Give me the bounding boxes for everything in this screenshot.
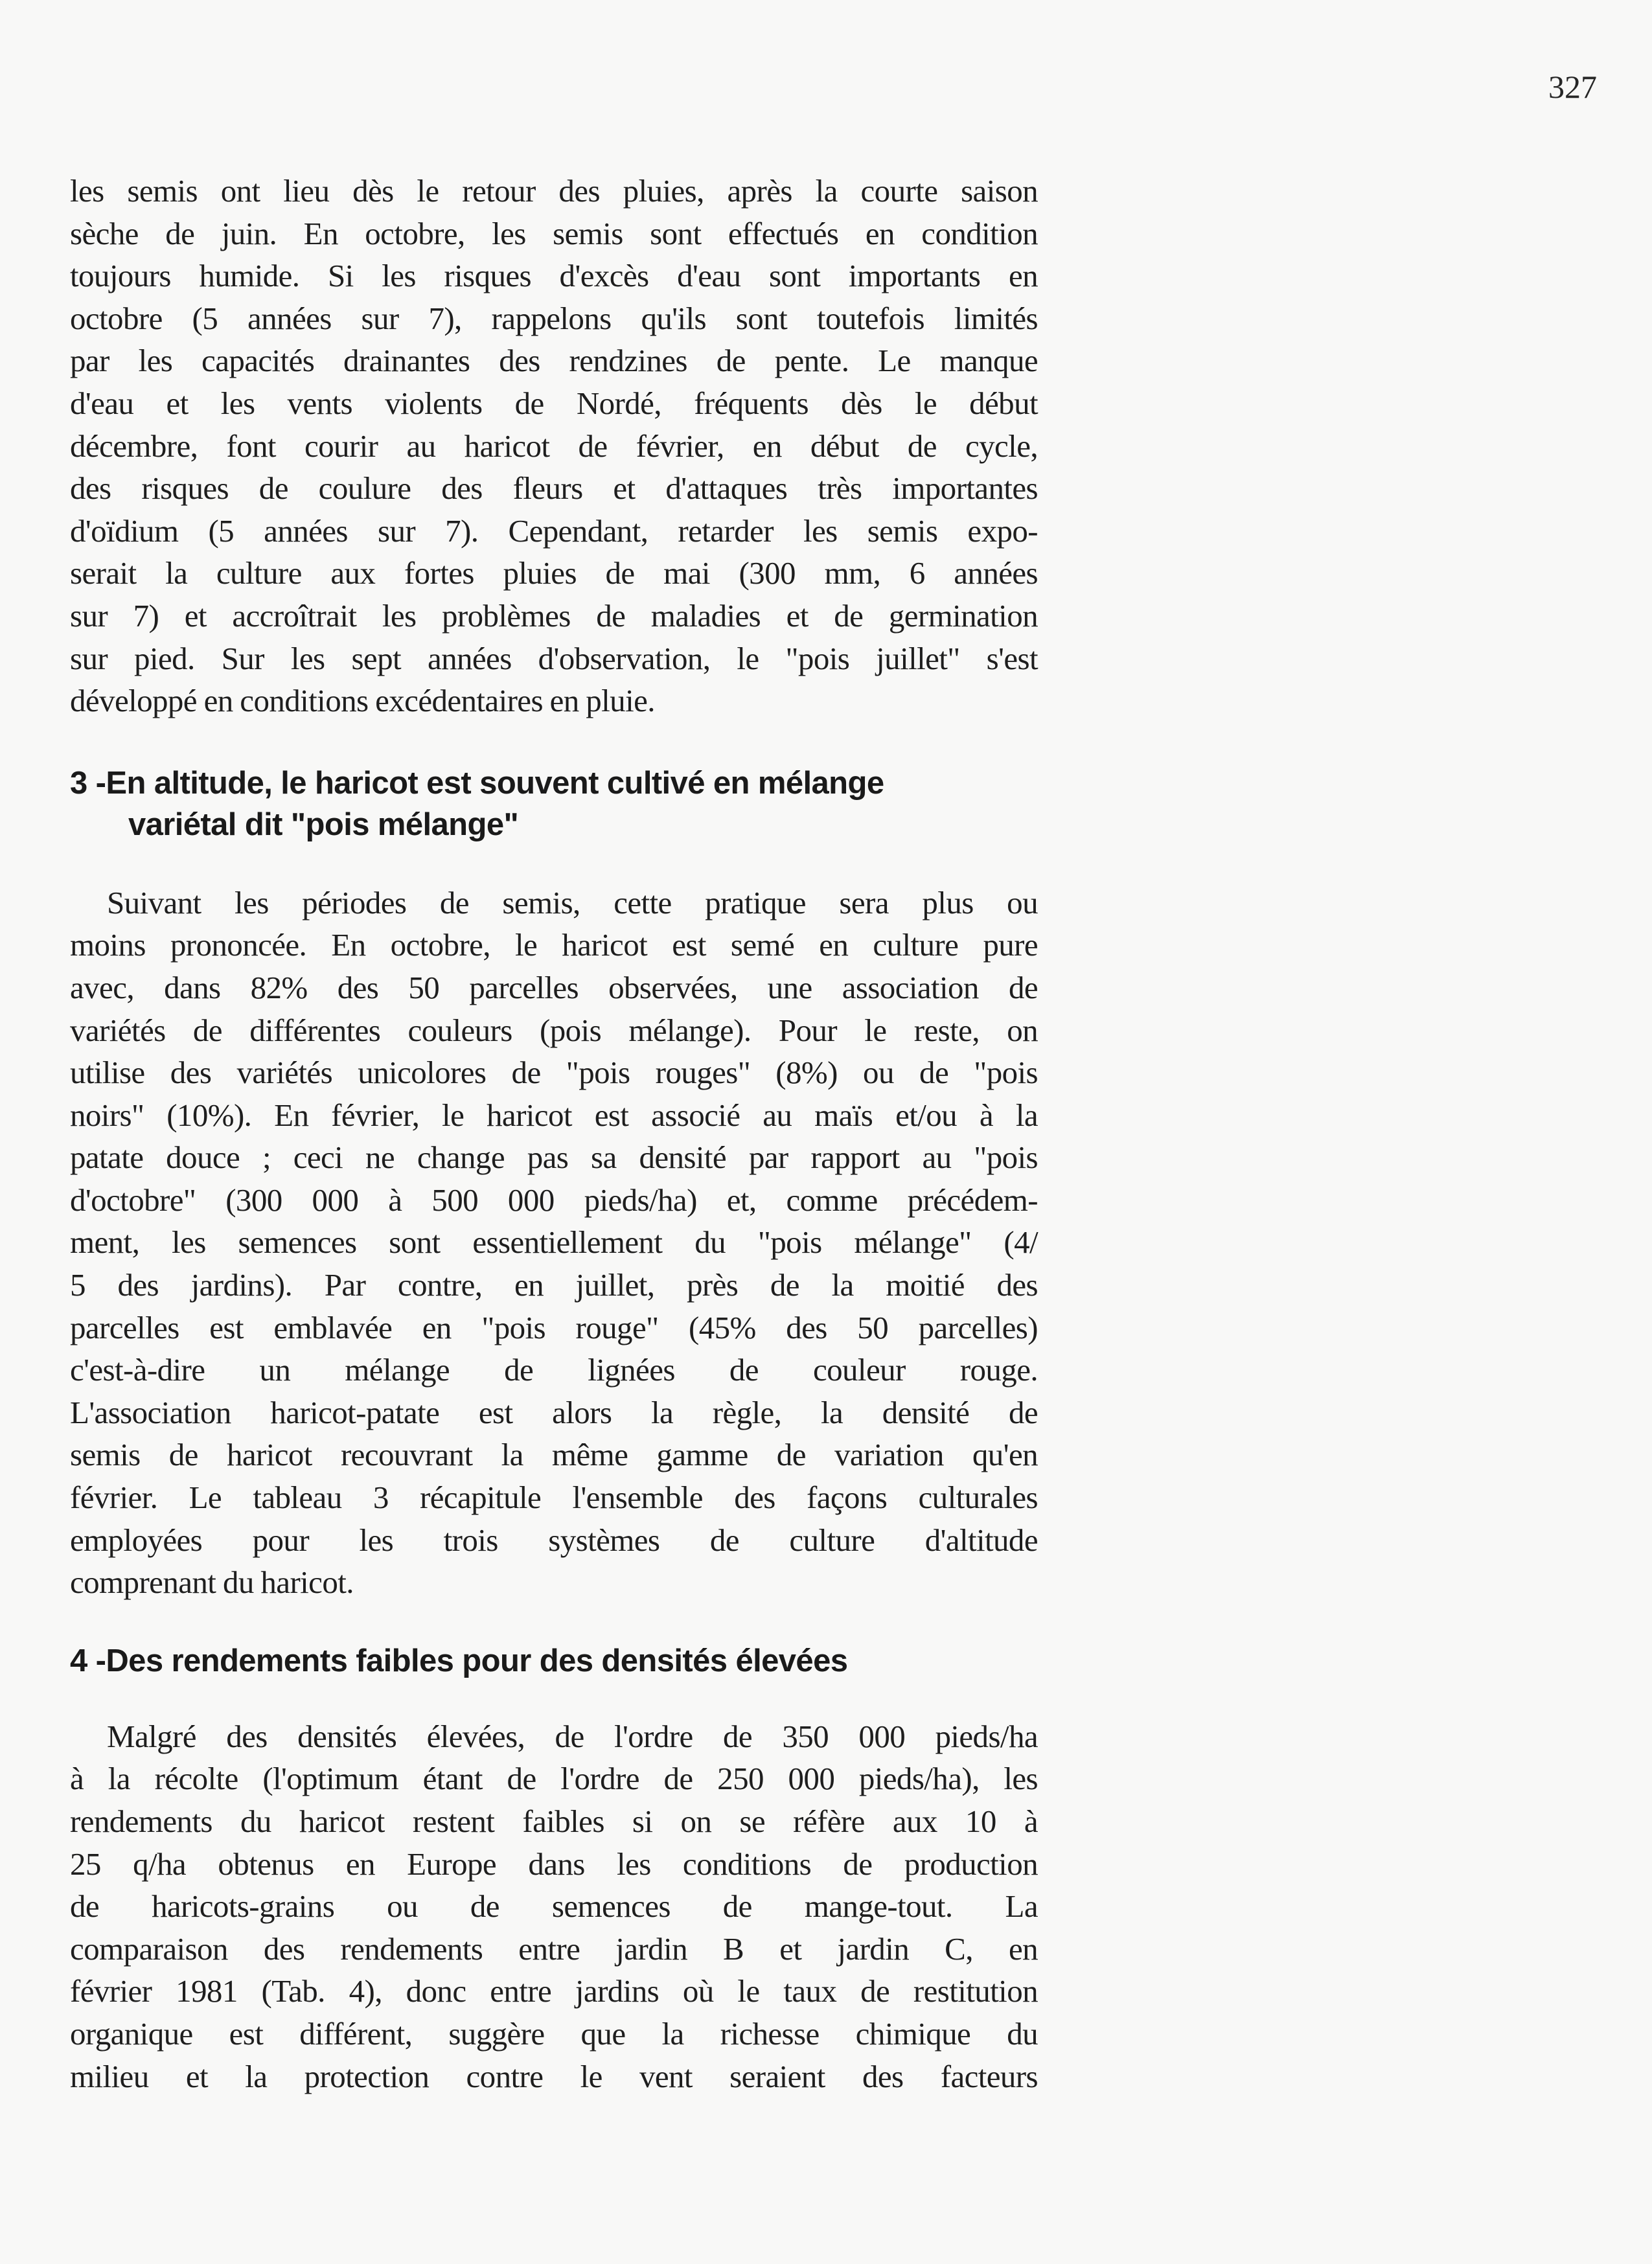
paragraph-1 [70, 170, 1038, 722]
text-line: de haricots-grains ou de semences de mange-tout. La [70, 1888, 1038, 1925]
text-line: d'eau et les vents violents de Nordé, fréquents dès le début [70, 385, 1038, 421]
page-number: 327 [1548, 69, 1597, 105]
text-line: sèche de juin. En octobre, les semis sont effectués en condition [70, 215, 1038, 251]
text-line: rendements du haricot restent faibles si on se réfère aux 10 à [70, 1803, 1038, 1839]
section-number: 4 - [70, 1643, 106, 1678]
section-heading-4 [70, 1640, 1038, 1682]
text-line: à la récolte (l'optimum étant de l'ordre de 250 000 pieds/ha), les [70, 1761, 1038, 1797]
text-line: sur 7) et accroîtrait les problèmes de maladies et de germination [70, 597, 1038, 634]
text-line: utilise des variétés unicolores de "pois rouges" (8%) ou de "pois [70, 1055, 1038, 1091]
text-line: avec, dans 82% des 50 parcelles observées, une association de [70, 969, 1038, 1005]
text-line: moins prononcée. En octobre, le haricot est semé en culture pure [70, 927, 1038, 963]
section-title-line-1: En altitude, le haricot est souvent cultivé en mélange [106, 765, 884, 801]
text-line: ment, les semences sont essentiellement du "pois mélange" (4/ [70, 1224, 1038, 1261]
text-line: L'association haricot-patate est alors la règle, la densité de [70, 1394, 1038, 1430]
text-line: variétés de différentes couleurs (pois mélange). Pour le reste, on [70, 1012, 1038, 1048]
section-number: 3 - [70, 765, 106, 801]
text-line: parcelles est emblavée en "pois rouge" (45% des 50 parcelles) [70, 1309, 1038, 1345]
text-line: milieu et la protection contre le vent seraient des facteurs [70, 2058, 1038, 2094]
text-line: serait la culture aux fortes pluies de mai (300 mm, 6 années [70, 555, 1038, 591]
section-title-line-1: Des rendements faibles pour des densités élevées [106, 1643, 848, 1678]
section-heading-3 [70, 762, 1038, 845]
paragraph-2 [70, 882, 1038, 1604]
text-line: employées pour les trois systèmes de culture d'altitude [70, 1522, 1038, 1558]
text-line: comparaison des rendements entre jardin B et jardin C, en [70, 1930, 1038, 1967]
text-line: patate douce ; ceci ne change pas sa densité par rapport au "pois [70, 1139, 1038, 1176]
text-line: développé en conditions excédentaires en pluie. [70, 683, 655, 719]
text-line: octobre (5 années sur 7), rappelons qu'ils sont toutefois limités [70, 300, 1038, 336]
text-line: des risques de coulure des fleurs et d'attaques très importantes [70, 470, 1038, 507]
text-line: comprenant du haricot. [70, 1564, 354, 1601]
text-line: semis de haricot recouvrant la même gamme de variation qu'en [70, 1437, 1038, 1473]
text-line: par les capacités drainantes des rendzines de pente. Le manque [70, 343, 1038, 379]
text-line: noirs" (10%). En février, le haricot est associé au maïs et/ou à la [70, 1097, 1038, 1133]
text-line: d'oïdium (5 années sur 7). Cependant, retarder les semis expo- [70, 512, 1038, 549]
text-line: Malgré des densités élevées, de l'ordre de 350 000 pieds/ha [107, 1718, 1038, 1754]
text-line: sur pied. Sur les sept années d'observation, le "pois juillet" s'est [70, 640, 1038, 676]
text-line: d'octobre" (300 000 à 500 000 pieds/ha) et, comme précédem- [70, 1182, 1038, 1218]
text-line: Suivant les périodes de semis, cette pratique sera plus ou [107, 884, 1038, 920]
text-line: 5 des jardins). Par contre, en juillet, près de la moitié des [70, 1267, 1038, 1303]
paragraph-3 [70, 1715, 1038, 2098]
text-column [70, 170, 1038, 2098]
text-line: toujours humide. Si les risques d'excès d'eau sont importants en [70, 258, 1038, 294]
text-line: organique est différent, suggère que la richesse chimique du [70, 2015, 1038, 2052]
text-line: les semis ont lieu dès le retour des pluies, après la courte saison [70, 173, 1038, 209]
text-line: février. Le tableau 3 récapitule l'ensemble des façons culturales [70, 1480, 1038, 1516]
text-line: 25 q/ha obtenus en Europe dans les conditions de production [70, 1846, 1038, 1882]
text-line: décembre, font courir au haricot de février, en début de cycle, [70, 428, 1038, 464]
section-title-line-2: variétal dit "pois mélange" [128, 806, 519, 842]
text-line: c'est-à-dire un mélange de lignées de couleur rouge. [70, 1352, 1038, 1388]
text-line: février 1981 (Tab. 4), donc entre jardins où le taux de restitution [70, 1973, 1038, 2009]
